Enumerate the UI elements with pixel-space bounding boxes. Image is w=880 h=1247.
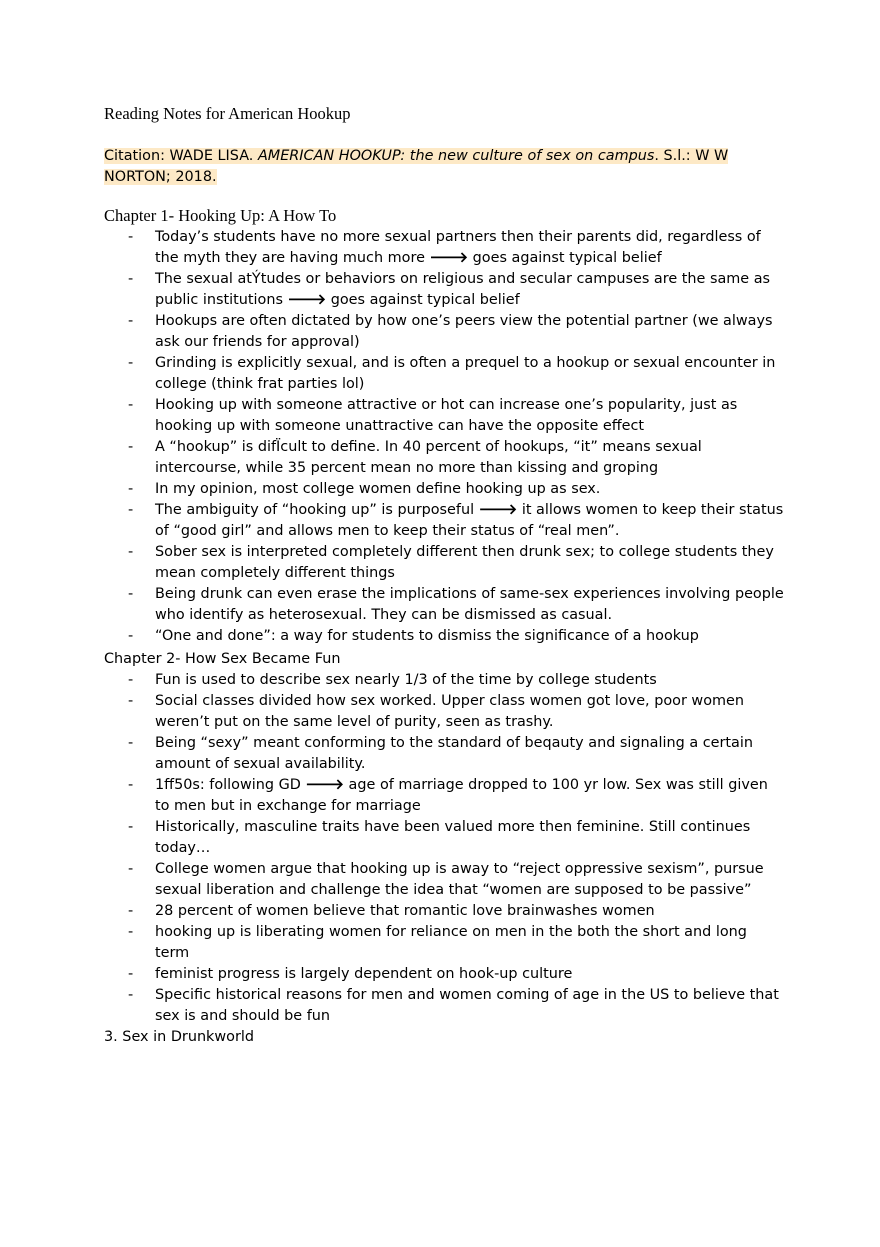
bullet-text-continued: age of marriage dropped to 100 yr low. Sex was still given to men but in exchange for marriage xyxy=(155,777,768,814)
bullet-text: In my opinion, most college women define hooking up as sex. xyxy=(155,481,601,497)
bullet-text: Specific historical reasons for men and women coming of age in the US to believe that sex is and should be fun xyxy=(155,987,779,1024)
bullet-item xyxy=(104,817,784,859)
bullet-item xyxy=(104,922,784,964)
bullet-text: Being “sexy” meant conforming to the standard of beqauty and signaling a certain amount of sexual availability. xyxy=(155,735,753,772)
bullet-text: “One and done”: a way for students to dismiss the significance of a hookup xyxy=(155,628,699,644)
bullet-item xyxy=(104,964,784,985)
chapter1-section xyxy=(104,227,784,647)
bullet-item xyxy=(104,670,784,691)
right-arrow-icon: 🡒 xyxy=(429,250,469,266)
right-arrow-icon: 🡒 xyxy=(287,292,327,308)
citation-highlight xyxy=(104,148,728,185)
right-arrow-icon: 🡒 xyxy=(478,502,518,518)
bullet-item xyxy=(104,500,784,542)
bullet-item xyxy=(104,395,784,437)
bullet-text: hooking up is liberating women for reliance on men in the both the short and long term xyxy=(155,924,747,961)
bullet-text: A “hookup” is difÏcult to define. In 40 percent of hookups, “it” means sexual intercourse, while 35 percent mean no more than kissing and groping xyxy=(155,439,702,476)
bullet-text: Being drunk can even erase the implications of same-sex experiences involving people who identify as heterosexual. They can be dismissed as casual. xyxy=(155,586,784,623)
bullet-item xyxy=(104,479,784,500)
bullet-item xyxy=(104,227,784,269)
bullet-text: 28 percent of women believe that romantic love brainwashes women xyxy=(155,903,655,919)
bullet-item xyxy=(104,269,784,311)
bullet-item xyxy=(104,584,784,626)
bullet-item xyxy=(104,542,784,584)
bullet-text: Fun is used to describe sex nearly 1/3 of the time by college students xyxy=(155,672,657,688)
citation-prefix: Citation: WADE LISA. xyxy=(104,148,258,164)
right-arrow-icon: 🡒 xyxy=(305,777,344,793)
bullet-item xyxy=(104,733,784,775)
bullet-text-continued: goes against typical belief xyxy=(326,292,520,308)
chapter3-heading: 3. Sex in Drunkworld xyxy=(104,1029,255,1045)
chapter2-bullet-list xyxy=(104,670,784,1027)
chapter1-heading: Chapter 1- Hooking Up: A How To xyxy=(104,206,337,225)
bullet-item xyxy=(104,437,784,479)
bullet-item xyxy=(104,311,784,353)
bullet-text: Hookups are often dictated by how one’s peers view the potential partner (we always ask our friends for approval) xyxy=(155,313,773,350)
bullet-text: Grinding is explicitly sexual, and is often a prequel to a hookup or sexual encounter in college (think frat parties lol) xyxy=(155,355,776,392)
chapter2-section xyxy=(104,649,784,1048)
bullet-text: The ambiguity of “hooking up” is purposeful xyxy=(155,502,479,518)
bullet-text: Social classes divided how sex worked. Upper class women got love, poor women weren’t put on the same level of purity, seen as trashy. xyxy=(155,693,745,730)
bullet-text: Hooking up with someone attractive or hot can increase one’s popularity, just as hooking up with someone unattractive can have the opposite effect xyxy=(155,397,738,434)
bullet-item xyxy=(104,353,784,395)
bullet-text: The sexual atÝtudes or behaviors on religious and secular campuses are the same as public institutions xyxy=(155,271,771,308)
bullet-item xyxy=(104,901,784,922)
bullet-text: Historically, masculine traits have been valued more then feminine. Still continues today… xyxy=(155,819,751,856)
chapter2-heading: Chapter 2- How Sex Became Fun xyxy=(104,651,341,667)
citation-book-title: AMERICAN HOOKUP: the new culture of sex on campus xyxy=(257,148,655,164)
bullet-item xyxy=(104,985,784,1027)
document-title: Reading Notes for American Hookup xyxy=(104,104,351,123)
citation-suffix: . S.l.: W W NORTON; 2018. xyxy=(104,148,729,185)
bullet-text: College women argue that hooking up is away to “reject oppressive sexism”, pursue sexual liberation and challenge the idea that “women are supposed to be passive” xyxy=(155,861,764,898)
bullet-item xyxy=(104,859,784,901)
bullet-item xyxy=(104,626,784,647)
citation xyxy=(104,146,744,188)
bullet-item xyxy=(104,691,784,733)
bullet-text: Today’s students have no more sexual partners then their parents did, regardless of the myth they are having much more xyxy=(155,229,761,266)
bullet-text-continued: it allows women to keep their status of “good girl” and allows men to keep their status of “real men”. xyxy=(155,502,784,539)
bullet-text: Sober sex is interpreted completely different then drunk sex; to college students they mean completely different things xyxy=(155,544,774,581)
chapter1-bullet-list xyxy=(104,227,784,647)
bullet-item xyxy=(104,775,784,817)
bullet-text-continued: goes against typical belief xyxy=(468,250,662,266)
bullet-text: feminist progress is largely dependent on hook-up culture xyxy=(155,966,573,982)
bullet-text: 1ff50s: following GD xyxy=(155,777,306,793)
